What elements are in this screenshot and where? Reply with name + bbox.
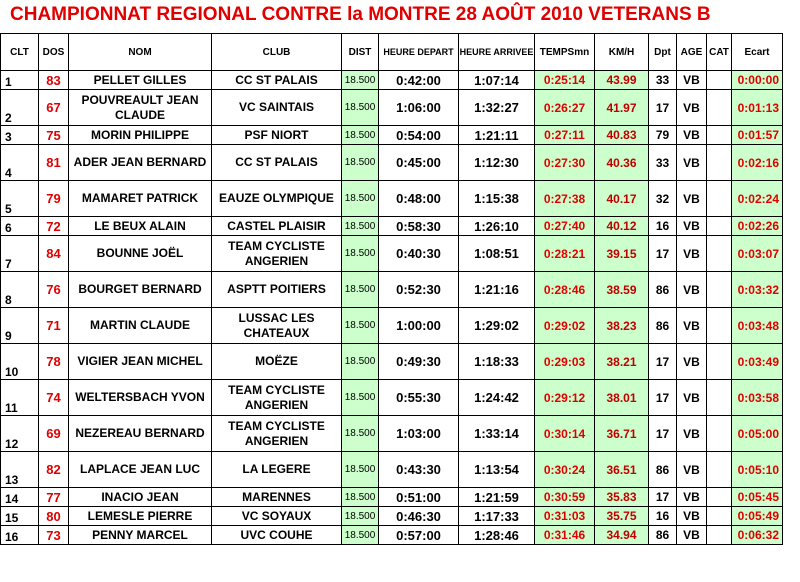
cell-temps: 0:27:30 bbox=[535, 145, 595, 181]
cell-age: VB bbox=[677, 526, 707, 545]
cell-cat bbox=[707, 71, 732, 90]
cell-temps: 0:28:21 bbox=[535, 236, 595, 272]
cell-heure-depart: 0:46:30 bbox=[379, 507, 459, 526]
cell-cat bbox=[707, 308, 732, 344]
cell-club: UVC COUHE bbox=[212, 526, 342, 545]
cell-age: VB bbox=[677, 507, 707, 526]
cell-kmh: 38.01 bbox=[595, 380, 649, 416]
cell-cat bbox=[707, 272, 732, 308]
cell-ecart: 0:00:00 bbox=[732, 71, 783, 90]
cell-age: VB bbox=[677, 71, 707, 90]
cell-dist: 18.500 bbox=[342, 452, 379, 488]
cell-kmh: 43.99 bbox=[595, 71, 649, 90]
cell-clt: 3 bbox=[1, 126, 39, 145]
cell-dist: 18.500 bbox=[342, 308, 379, 344]
cell-dpt: 17 bbox=[649, 488, 677, 507]
cell-dos: 76 bbox=[39, 272, 69, 308]
cell-heure-depart: 0:48:00 bbox=[379, 181, 459, 217]
cell-club: TEAM CYCLISTE ANGERIEN bbox=[212, 416, 342, 452]
cell-dist: 18.500 bbox=[342, 488, 379, 507]
cell-dpt: 16 bbox=[649, 217, 677, 236]
cell-dist: 18.500 bbox=[342, 344, 379, 380]
cell-dist: 18.500 bbox=[342, 507, 379, 526]
cell-cat bbox=[707, 236, 732, 272]
cell-heure-arrivee: 1:12:30 bbox=[459, 145, 535, 181]
cell-cat bbox=[707, 452, 732, 488]
cell-nom: WELTERSBACH YVON bbox=[69, 380, 212, 416]
cell-nom: BOURGET BERNARD bbox=[69, 272, 212, 308]
cell-heure-arrivee: 1:18:33 bbox=[459, 344, 535, 380]
header-dist: DIST bbox=[342, 34, 379, 71]
cell-nom: VIGIER JEAN MICHEL bbox=[69, 344, 212, 380]
cell-cat bbox=[707, 507, 732, 526]
cell-heure-arrivee: 1:15:38 bbox=[459, 181, 535, 217]
cell-nom: PENNY MARCEL bbox=[69, 526, 212, 545]
cell-nom: MORIN PHILIPPE bbox=[69, 126, 212, 145]
cell-kmh: 36.51 bbox=[595, 452, 649, 488]
cell-dist: 18.500 bbox=[342, 272, 379, 308]
cell-dpt: 17 bbox=[649, 416, 677, 452]
cell-clt: 13 bbox=[1, 452, 39, 488]
cell-dos: 69 bbox=[39, 416, 69, 452]
cell-dpt: 17 bbox=[649, 344, 677, 380]
cell-clt: 6 bbox=[1, 217, 39, 236]
cell-ecart: 0:03:07 bbox=[732, 236, 783, 272]
cell-heure-depart: 0:40:30 bbox=[379, 236, 459, 272]
cell-dpt: 16 bbox=[649, 507, 677, 526]
table-row bbox=[1, 90, 783, 126]
cell-heure-arrivee: 1:26:10 bbox=[459, 217, 535, 236]
cell-nom: INACIO JEAN bbox=[69, 488, 212, 507]
cell-cat bbox=[707, 526, 732, 545]
cell-dist: 18.500 bbox=[342, 71, 379, 90]
header-clt: CLT bbox=[1, 34, 39, 71]
table-row bbox=[1, 488, 783, 507]
cell-heure-depart: 0:52:30 bbox=[379, 272, 459, 308]
page-title: CHAMPIONNAT REGIONAL CONTRE la MONTRE 28 AOÛT 2010 VETERANS B bbox=[10, 4, 711, 25]
cell-dos: 78 bbox=[39, 344, 69, 380]
cell-nom: LEMESLE PIERRE bbox=[69, 507, 212, 526]
cell-cat bbox=[707, 126, 732, 145]
cell-kmh: 38.59 bbox=[595, 272, 649, 308]
cell-age: VB bbox=[677, 344, 707, 380]
cell-clt: 1 bbox=[1, 71, 39, 90]
cell-ecart: 0:01:13 bbox=[732, 90, 783, 126]
cell-dist: 18.500 bbox=[342, 416, 379, 452]
cell-dist: 18.500 bbox=[342, 90, 379, 126]
cell-age: VB bbox=[677, 308, 707, 344]
cell-heure-depart: 0:42:00 bbox=[379, 71, 459, 90]
cell-clt: 12 bbox=[1, 416, 39, 452]
cell-kmh: 34.94 bbox=[595, 526, 649, 545]
cell-dos: 83 bbox=[39, 71, 69, 90]
cell-dpt: 32 bbox=[649, 181, 677, 217]
cell-temps: 0:31:46 bbox=[535, 526, 595, 545]
cell-cat bbox=[707, 488, 732, 507]
cell-age: VB bbox=[677, 380, 707, 416]
cell-heure-depart: 0:51:00 bbox=[379, 488, 459, 507]
cell-age: VB bbox=[677, 416, 707, 452]
cell-clt: 14 bbox=[1, 488, 39, 507]
cell-dpt: 17 bbox=[649, 380, 677, 416]
cell-ecart: 0:05:10 bbox=[732, 452, 783, 488]
cell-temps: 0:29:02 bbox=[535, 308, 595, 344]
cell-dpt: 33 bbox=[649, 145, 677, 181]
cell-ecart: 0:03:48 bbox=[732, 308, 783, 344]
cell-heure-depart: 1:00:00 bbox=[379, 308, 459, 344]
cell-dist: 18.500 bbox=[342, 181, 379, 217]
table-row bbox=[1, 308, 783, 344]
cell-kmh: 41.97 bbox=[595, 90, 649, 126]
cell-age: VB bbox=[677, 145, 707, 181]
cell-club: VC SOYAUX bbox=[212, 507, 342, 526]
table-row bbox=[1, 236, 783, 272]
cell-club: ASPTT POITIERS bbox=[212, 272, 342, 308]
cell-temps: 0:30:24 bbox=[535, 452, 595, 488]
cell-nom: PELLET GILLES bbox=[69, 71, 212, 90]
cell-age: VB bbox=[677, 126, 707, 145]
cell-kmh: 38.21 bbox=[595, 344, 649, 380]
cell-heure-depart: 1:06:00 bbox=[379, 90, 459, 126]
cell-kmh: 40.17 bbox=[595, 181, 649, 217]
cell-temps: 0:30:14 bbox=[535, 416, 595, 452]
cell-dos: 73 bbox=[39, 526, 69, 545]
cell-kmh: 40.83 bbox=[595, 126, 649, 145]
cell-club: EAUZE OLYMPIQUE bbox=[212, 181, 342, 217]
cell-dist: 18.500 bbox=[342, 526, 379, 545]
cell-heure-arrivee: 1:21:16 bbox=[459, 272, 535, 308]
cell-club: CASTEL PLAISIR bbox=[212, 217, 342, 236]
cell-ecart: 0:01:57 bbox=[732, 126, 783, 145]
cell-cat bbox=[707, 217, 732, 236]
cell-age: VB bbox=[677, 452, 707, 488]
cell-club: VC SAINTAIS bbox=[212, 90, 342, 126]
table-row bbox=[1, 416, 783, 452]
cell-dos: 82 bbox=[39, 452, 69, 488]
cell-dos: 74 bbox=[39, 380, 69, 416]
cell-temps: 0:27:11 bbox=[535, 126, 595, 145]
cell-club: TEAM CYCLISTE ANGERIEN bbox=[212, 236, 342, 272]
cell-heure-arrivee: 1:21:11 bbox=[459, 126, 535, 145]
cell-club: LA LEGERE bbox=[212, 452, 342, 488]
cell-dpt: 86 bbox=[649, 272, 677, 308]
cell-nom: BOUNNE JOËL bbox=[69, 236, 212, 272]
cell-dpt: 79 bbox=[649, 126, 677, 145]
cell-nom: MARTIN CLAUDE bbox=[69, 308, 212, 344]
cell-cat bbox=[707, 416, 732, 452]
cell-ecart: 0:05:45 bbox=[732, 488, 783, 507]
cell-age: VB bbox=[677, 236, 707, 272]
cell-club: MARENNES bbox=[212, 488, 342, 507]
cell-kmh: 36.71 bbox=[595, 416, 649, 452]
header-temps: TEMPSmn bbox=[535, 34, 595, 71]
cell-nom: POUVREAULT JEAN CLAUDE bbox=[69, 90, 212, 126]
cell-dos: 79 bbox=[39, 181, 69, 217]
cell-heure-arrivee: 1:32:27 bbox=[459, 90, 535, 126]
cell-heure-depart: 0:43:30 bbox=[379, 452, 459, 488]
cell-dpt: 86 bbox=[649, 308, 677, 344]
cell-dist: 18.500 bbox=[342, 126, 379, 145]
cell-age: VB bbox=[677, 272, 707, 308]
cell-temps: 0:31:03 bbox=[535, 507, 595, 526]
cell-dist: 18.500 bbox=[342, 145, 379, 181]
cell-temps: 0:28:46 bbox=[535, 272, 595, 308]
header-row bbox=[1, 34, 783, 71]
cell-age: VB bbox=[677, 488, 707, 507]
cell-cat bbox=[707, 90, 732, 126]
cell-dos: 75 bbox=[39, 126, 69, 145]
cell-clt: 4 bbox=[1, 145, 39, 181]
table-row bbox=[1, 145, 783, 181]
cell-clt: 11 bbox=[1, 380, 39, 416]
table-row bbox=[1, 507, 783, 526]
cell-dist: 18.500 bbox=[342, 236, 379, 272]
cell-clt: 2 bbox=[1, 90, 39, 126]
cell-nom: NEZEREAU BERNARD bbox=[69, 416, 212, 452]
cell-dist: 18.500 bbox=[342, 380, 379, 416]
cell-dpt: 33 bbox=[649, 71, 677, 90]
table-row bbox=[1, 452, 783, 488]
header-ecart: Ecart bbox=[732, 34, 783, 71]
cell-ecart: 0:02:26 bbox=[732, 217, 783, 236]
cell-heure-arrivee: 1:29:02 bbox=[459, 308, 535, 344]
cell-club: TEAM CYCLISTE ANGERIEN bbox=[212, 380, 342, 416]
cell-heure-depart: 0:57:00 bbox=[379, 526, 459, 545]
cell-dos: 71 bbox=[39, 308, 69, 344]
cell-clt: 8 bbox=[1, 272, 39, 308]
cell-club: LUSSAC LES CHATEAUX bbox=[212, 308, 342, 344]
cell-heure-arrivee: 1:28:46 bbox=[459, 526, 535, 545]
cell-club: MOËZE bbox=[212, 344, 342, 380]
cell-kmh: 35.83 bbox=[595, 488, 649, 507]
cell-dos: 80 bbox=[39, 507, 69, 526]
header-dpt: Dpt bbox=[649, 34, 677, 71]
cell-age: VB bbox=[677, 90, 707, 126]
header-cat: CAT bbox=[707, 34, 732, 71]
cell-kmh: 40.12 bbox=[595, 217, 649, 236]
header-age: AGE bbox=[677, 34, 707, 71]
cell-heure-arrivee: 1:17:33 bbox=[459, 507, 535, 526]
cell-temps: 0:27:38 bbox=[535, 181, 595, 217]
cell-nom: MAMARET PATRICK bbox=[69, 181, 212, 217]
cell-dos: 72 bbox=[39, 217, 69, 236]
table-row bbox=[1, 526, 783, 545]
cell-heure-arrivee: 1:13:54 bbox=[459, 452, 535, 488]
results-table bbox=[0, 33, 783, 545]
cell-dos: 77 bbox=[39, 488, 69, 507]
cell-ecart: 0:05:00 bbox=[732, 416, 783, 452]
cell-dpt: 17 bbox=[649, 90, 677, 126]
cell-ecart: 0:02:24 bbox=[732, 181, 783, 217]
table-row bbox=[1, 344, 783, 380]
cell-nom: LE BEUX ALAIN bbox=[69, 217, 212, 236]
cell-kmh: 40.36 bbox=[595, 145, 649, 181]
header-nom: NOM bbox=[69, 34, 212, 71]
cell-ecart: 0:03:32 bbox=[732, 272, 783, 308]
table-row bbox=[1, 181, 783, 217]
cell-club: PSF NIORT bbox=[212, 126, 342, 145]
cell-club: CC ST PALAIS bbox=[212, 145, 342, 181]
cell-heure-arrivee: 1:24:42 bbox=[459, 380, 535, 416]
cell-temps: 0:25:14 bbox=[535, 71, 595, 90]
header-dos: DOS bbox=[39, 34, 69, 71]
cell-club: CC ST PALAIS bbox=[212, 71, 342, 90]
cell-heure-depart: 0:49:30 bbox=[379, 344, 459, 380]
header-kmh: KM/H bbox=[595, 34, 649, 71]
cell-clt: 7 bbox=[1, 236, 39, 272]
cell-cat bbox=[707, 380, 732, 416]
cell-heure-arrivee: 1:33:14 bbox=[459, 416, 535, 452]
cell-clt: 15 bbox=[1, 507, 39, 526]
cell-heure-depart: 0:54:00 bbox=[379, 126, 459, 145]
cell-nom: LAPLACE JEAN LUC bbox=[69, 452, 212, 488]
cell-heure-arrivee: 1:08:51 bbox=[459, 236, 535, 272]
cell-kmh: 35.75 bbox=[595, 507, 649, 526]
cell-dos: 81 bbox=[39, 145, 69, 181]
cell-ecart: 0:05:49 bbox=[732, 507, 783, 526]
cell-heure-depart: 0:58:30 bbox=[379, 217, 459, 236]
table-row bbox=[1, 217, 783, 236]
cell-clt: 9 bbox=[1, 308, 39, 344]
cell-ecart: 0:03:58 bbox=[732, 380, 783, 416]
cell-age: VB bbox=[677, 217, 707, 236]
cell-heure-depart: 1:03:00 bbox=[379, 416, 459, 452]
cell-heure-depart: 0:55:30 bbox=[379, 380, 459, 416]
cell-dos: 84 bbox=[39, 236, 69, 272]
cell-heure-arrivee: 1:07:14 bbox=[459, 71, 535, 90]
cell-temps: 0:26:27 bbox=[535, 90, 595, 126]
cell-clt: 16 bbox=[1, 526, 39, 545]
cell-nom: ADER JEAN BERNARD bbox=[69, 145, 212, 181]
cell-dist: 18.500 bbox=[342, 217, 379, 236]
table-row bbox=[1, 71, 783, 90]
cell-temps: 0:30:59 bbox=[535, 488, 595, 507]
cell-cat bbox=[707, 181, 732, 217]
table-row bbox=[1, 380, 783, 416]
header-heure-depart: HEURE DEPART bbox=[379, 34, 459, 71]
cell-temps: 0:29:03 bbox=[535, 344, 595, 380]
cell-ecart: 0:03:49 bbox=[732, 344, 783, 380]
cell-ecart: 0:02:16 bbox=[732, 145, 783, 181]
cell-clt: 5 bbox=[1, 181, 39, 217]
cell-dpt: 86 bbox=[649, 452, 677, 488]
table-row bbox=[1, 272, 783, 308]
cell-clt: 10 bbox=[1, 344, 39, 380]
header-club: CLUB bbox=[212, 34, 342, 71]
cell-cat bbox=[707, 145, 732, 181]
cell-cat bbox=[707, 344, 732, 380]
cell-temps: 0:29:12 bbox=[535, 380, 595, 416]
cell-ecart: 0:06:32 bbox=[732, 526, 783, 545]
cell-age: VB bbox=[677, 181, 707, 217]
cell-dos: 67 bbox=[39, 90, 69, 126]
cell-temps: 0:27:40 bbox=[535, 217, 595, 236]
cell-kmh: 38.23 bbox=[595, 308, 649, 344]
table-row bbox=[1, 126, 783, 145]
cell-heure-depart: 0:45:00 bbox=[379, 145, 459, 181]
cell-dpt: 17 bbox=[649, 236, 677, 272]
cell-dpt: 86 bbox=[649, 526, 677, 545]
cell-heure-arrivee: 1:21:59 bbox=[459, 488, 535, 507]
cell-kmh: 39.15 bbox=[595, 236, 649, 272]
header-heure-arrivee: HEURE ARRIVEE bbox=[459, 34, 535, 71]
